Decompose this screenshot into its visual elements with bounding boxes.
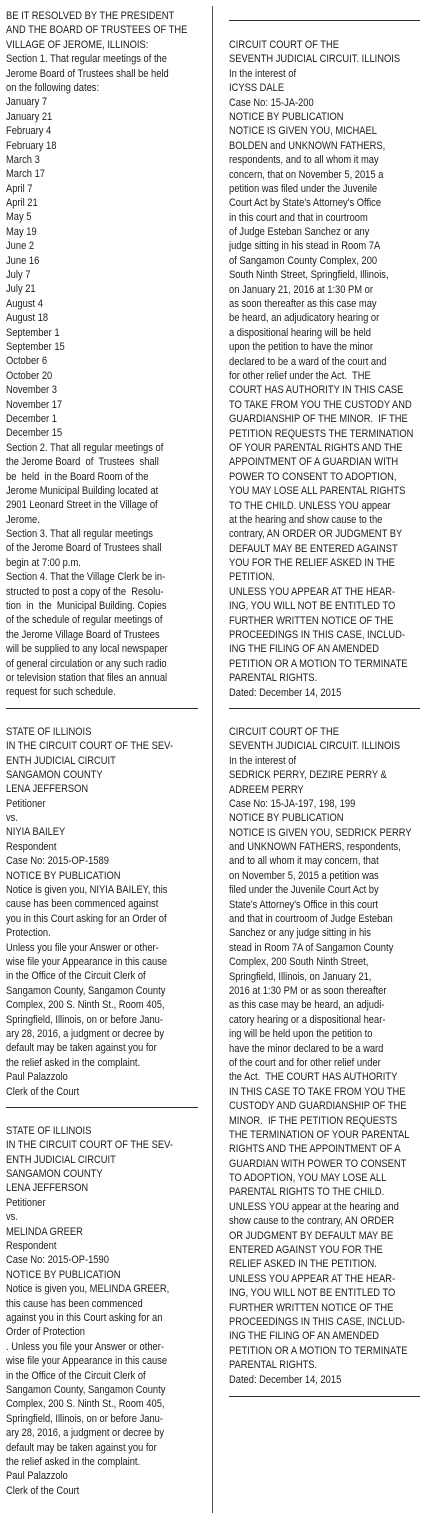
notice-line: May 19 — [6, 225, 37, 238]
notice-line: Sangamon County, Sangamon County — [6, 1383, 166, 1396]
notice-line: UNLESS YOU APPEAR AT THE HEAR- — [229, 1272, 396, 1285]
notice-line: THE TERMINATION OF YOUR PARENTAL — [229, 1128, 410, 1141]
notice-line: IN THE CIRCUIT COURT OF THE SEV- — [6, 740, 173, 753]
notice-line: STATE OF ILLINOIS — [6, 725, 92, 738]
notice-line: as soon thereafter as this case may — [229, 298, 377, 311]
notice-line: default may be taken against you for — [6, 1042, 157, 1055]
notice-line: CIRCUIT COURT OF THE — [229, 39, 339, 51]
notice-line: and to all whom it may concern, that — [229, 855, 379, 868]
notice-line: be held in the Board Room of the — [6, 470, 149, 483]
notice-line: the Jerome Village Board of Trustees — [6, 628, 160, 641]
notice-line: wise file your Appearance in this cause — [6, 956, 168, 968]
notice-line: be heard, an adjudicatory hearing or — [229, 312, 380, 325]
notice-line: of the schedule of regular meetings of — [6, 614, 163, 627]
notice-line: TO TAKE FROM YOU THE CUSTODY AND — [229, 398, 412, 411]
notice-line: NOTICE BY PUBLICATION — [6, 1268, 121, 1281]
notice-line: in the Office of the Circuit Clerk of — [6, 970, 146, 983]
notice-line: July 7 — [6, 269, 31, 282]
notice-line: ary 28, 2016, a judgment or decree by — [6, 1027, 165, 1040]
notice-line: Section 3. That all regular meetings — [6, 528, 153, 541]
notice-line: at the hearing and show cause to the — [229, 513, 383, 526]
notice-line: and that in courtroom of Judge Esteban — [229, 913, 393, 926]
notice-line: Unless you file your Answer or other- — [6, 941, 159, 954]
notice-line: Jerome Board of Trustees shall be held — [6, 67, 169, 80]
notice-line: IN THIS CASE TO TAKE FROM YOU THE — [229, 1085, 406, 1098]
notice-line: ary 28, 2016, a judgment or decree by — [6, 1427, 165, 1440]
juvenile-court-notice-perry — [229, 725, 420, 1387]
notice-line: begin at 7:00 p.m. — [6, 556, 81, 569]
notice-line: you in this Court asking for an Order of — [6, 912, 167, 925]
notice-line: 2016 at 1:30 PM or as soon thereafter — [229, 985, 387, 997]
notice-line: default may be taken against you for — [6, 1441, 157, 1454]
notice-line: August 18 — [6, 312, 49, 325]
notice-line: February 18 — [6, 139, 57, 152]
notice-line: the Act. THE COURT HAS AUTHORITY — [229, 1071, 398, 1084]
notice-line: October 6 — [6, 355, 48, 368]
notice-line: the relief asked in the complaint. — [6, 1056, 141, 1069]
notice-divider-rule — [6, 708, 198, 709]
notice-line: Paul Palazzolo — [6, 1071, 68, 1084]
notice-divider-rule — [229, 708, 420, 709]
notice-line: VILLAGE OF JEROME, ILLINOIS: — [6, 38, 149, 51]
notice-line: Springfield, Illinois, on or before Janu- — [6, 1412, 163, 1425]
notice-line: GUARDIANSHIP OF THE MINOR. IF THE — [229, 413, 408, 426]
notice-line: show cause to the contrary, AN ORDER — [229, 1215, 395, 1228]
notice-line: in the Office of the Circuit Clerk of — [6, 1369, 146, 1382]
notice-line: for other relief under the Act. THE — [229, 369, 371, 382]
notice-line: and UNKNOWN FATHERS, respondents, — [229, 841, 401, 854]
notice-line: the Jerome Board of Trustees shall — [6, 456, 159, 469]
notice-line: Respondent — [6, 1240, 57, 1253]
notice-line: SEVENTH JUDICIAL CIRCUIT. ILLINOIS — [229, 740, 401, 753]
notice-line: November 17 — [6, 398, 63, 411]
notice-line: Clerk of the Court — [6, 1484, 80, 1497]
notice-line: of the Jerome Board of Trustees shall — [6, 542, 162, 555]
notice-line: vs. — [6, 1211, 18, 1224]
notice-line: FURTHER WRITTEN NOTICE OF THE — [229, 614, 394, 627]
notice-line: PETITION REQUESTS THE TERMINATION — [229, 427, 414, 440]
notice-line: GUARDIAN WITH POWER TO CONSENT — [229, 1157, 407, 1170]
notice-line: upon the petition to have the minor — [229, 341, 373, 354]
notice-line: February 4 — [6, 125, 52, 138]
notice-line: NOTICE BY PUBLICATION — [229, 110, 344, 123]
notice-line: Clerk of the Court — [6, 1085, 80, 1098]
notice-line: Paul Palazzolo — [6, 1470, 68, 1483]
column-separator-rule — [212, 6, 213, 1513]
notice-line: In the interest of — [229, 754, 297, 767]
notice-line: Sanchez or any judge sitting in his — [229, 927, 371, 940]
notice-line: SEVENTH JUDICIAL CIRCUIT. ILLINOIS — [229, 53, 401, 66]
notice-line: RELIEF ASKED IN THE PETITION. — [229, 1258, 377, 1271]
notice-line: CUSTODY AND GUARDIANSHIP OF THE — [229, 1100, 407, 1113]
notice-line: ENTH JUDICIAL CIRCUIT — [6, 754, 116, 767]
notice-line: STATE OF ILLINOIS — [6, 1124, 92, 1137]
notice-line: April 7 — [6, 182, 33, 195]
notice-line: petition was filed under the Juvenile — [229, 182, 378, 195]
notice-line: have the minor declared to be a ward — [229, 1042, 384, 1055]
notice-line: wise file your Appearance in this cause — [6, 1355, 168, 1368]
notice-line: this cause has been commenced — [6, 1297, 143, 1310]
notice-line: the relief asked in the complaint. — [6, 1455, 141, 1468]
notice-line: FURTHER WRITTEN NOTICE OF THE — [229, 1301, 394, 1314]
notice-line: May 5 — [6, 211, 32, 224]
notice-line: ING THE FILING OF AN AMENDED — [229, 643, 379, 656]
notice-line: ING THE FILING OF AN AMENDED — [229, 1330, 379, 1343]
notice-line: ING, YOU WILL NOT BE ENTITLED TO — [229, 600, 396, 613]
notice-line: APPOINTMENT OF A GUARDIAN WITH — [229, 456, 399, 469]
notice-line: March 17 — [6, 168, 45, 181]
notice-line: October 20 — [6, 369, 53, 382]
notice-line: MINOR. IF THE PETITION REQUESTS — [229, 1114, 398, 1127]
notice-line: TO THE CHILD. UNLESS YOU appear — [229, 499, 391, 512]
notice-line: of the court and for other relief under — [229, 1056, 381, 1069]
notice-line: Case No: 2015-OP-1589 — [6, 855, 109, 868]
notice-line: on November 5, 2015 a petition was — [229, 869, 379, 882]
notice-line: in this court and that in courtroom — [229, 211, 368, 224]
order-of-protection-notice-bailey — [6, 725, 198, 1099]
notice-line: as this case may be heard, an adjudi- — [229, 999, 385, 1012]
right-column-text — [229, 38, 420, 1397]
notice-line: ING, YOU WILL NOT BE ENTITLED TO — [229, 1287, 396, 1300]
notice-line: OF YOUR PARENTAL RIGHTS AND THE — [229, 441, 403, 454]
right-column — [229, 20, 420, 1513]
notice-divider-rule — [229, 1396, 420, 1397]
notice-line: judge sitting in his stead in Room 7A — [229, 240, 381, 253]
notice-line: concern, that on November 5, 2015 a — [229, 168, 384, 181]
notice-line: April 21 — [6, 197, 38, 210]
notice-line: PETITION OR A MOTION TO TERMINATE — [229, 1344, 408, 1357]
order-of-protection-notice-greer — [6, 1124, 198, 1498]
notice-line: Dated: December 14, 2015 — [229, 1373, 342, 1386]
notice-line: SANGAMON COUNTY — [6, 768, 103, 781]
notice-line: November 3 — [6, 384, 57, 397]
notice-line: Section 4. That the Village Clerk be in- — [6, 571, 166, 584]
notice-line: September 1 — [6, 326, 60, 339]
notice-line: NIYIA BAILEY — [6, 826, 66, 839]
notice-line: 2901 Leonard Street in the Village of — [6, 499, 158, 512]
notice-line: Jerome Municipal Building located at — [6, 484, 159, 497]
notice-line: June 16 — [6, 254, 40, 267]
notice-divider-rule — [6, 1107, 198, 1108]
notice-line: Jerome. — [6, 513, 40, 526]
notice-line: LENA JEFFERSON — [6, 1182, 89, 1195]
notice-line: on the following dates: — [6, 81, 100, 94]
notice-line: a dispositional hearing will be held — [229, 326, 371, 339]
notice-line: MELINDA GREER — [6, 1225, 83, 1238]
notice-line: PROCEEDINGS IN THIS CASE, INCLUD- — [229, 1315, 405, 1328]
notice-line: structed to post a copy of the Resolu- — [6, 585, 164, 598]
notice-line: PETITION. — [229, 571, 275, 584]
notice-line: BOLDEN and UNKNOWN FATHERS, — [229, 139, 386, 152]
juvenile-court-notice-dale — [229, 38, 420, 700]
notice-line: Notice is given you, MELINDA GREER, — [6, 1283, 170, 1296]
notice-line: AND THE BOARD OF TRUSTEES OF THE — [6, 24, 188, 37]
notice-line: September 15 — [6, 340, 65, 353]
notice-line: PROCEEDINGS IN THIS CASE, INCLUD- — [229, 629, 405, 642]
notice-line: respondents, and to all whom it may — [229, 154, 379, 167]
notice-line: PARENTAL RIGHTS. — [229, 1359, 318, 1372]
left-column-text — [6, 9, 198, 1498]
notice-line: filed under the Juvenile Court Act by — [229, 884, 379, 897]
notice-line: SANGAMON COUNTY — [6, 1168, 103, 1181]
notice-line: Complex, 200 S. Ninth St., Room 405, — [6, 1398, 165, 1411]
village-board-meeting-resolution — [6, 9, 198, 700]
notice-line: declared to be a ward of the court and — [229, 355, 387, 368]
notice-line: March 3 — [6, 153, 40, 166]
notice-line: Complex, 200 South Ninth Street, — [229, 956, 369, 969]
notice-line: ing will be held upon the petition to — [229, 1028, 373, 1041]
notice-line: LENA JEFFERSON — [6, 783, 89, 796]
notice-line: contrary, AN ORDER OR JUDGMENT BY — [229, 528, 403, 541]
notice-line: COURT HAS AUTHORITY IN THIS CASE — [229, 384, 404, 397]
notice-line: . Unless you file your Answer or other- — [6, 1340, 164, 1353]
notice-line: July 21 — [6, 283, 36, 296]
notice-line: Petitioner — [6, 797, 46, 810]
notice-line: CIRCUIT COURT OF THE — [229, 725, 339, 738]
notice-line: August 4 — [6, 297, 43, 310]
notice-line: of Judge Esteban Sanchez or any — [229, 226, 370, 239]
notice-line: UNLESS YOU APPEAR AT THE HEAR- — [229, 585, 396, 598]
notice-line: ENTERED AGAINST YOU FOR THE — [229, 1244, 383, 1257]
notice-line: Case No: 15-JA-200 — [229, 96, 314, 109]
notice-line: IN THE CIRCUIT COURT OF THE SEV- — [6, 1139, 173, 1152]
notice-line: of Sangamon County Complex, 200 — [229, 254, 378, 267]
notice-line: DEFAULT MAY BE ENTERED AGAINST — [229, 542, 398, 555]
notice-line: PARENTAL RIGHTS TO THE CHILD. — [229, 1186, 385, 1199]
notice-line: NOTICE IS GIVEN YOU, SEDRICK PERRY — [229, 826, 412, 839]
notice-line: State's Attorney's Office in this court — [229, 898, 378, 911]
notice-line: BE IT RESOLVED BY THE PRESIDENT — [6, 10, 175, 22]
notice-line: on January 21, 2016 at 1:30 PM or — [229, 283, 373, 296]
notice-line: Petitioner — [6, 1196, 46, 1209]
notice-line: NOTICE BY PUBLICATION — [229, 812, 344, 825]
notice-line: OR JUDGMENT BY DEFAULT MAY BE — [229, 1229, 394, 1242]
notice-line: will be supplied to any local newspaper — [6, 643, 168, 656]
notice-line: January 21 — [6, 110, 53, 123]
notice-line: ENTH JUDICIAL CIRCUIT — [6, 1153, 116, 1166]
notice-line: Springfield, Illinois, on January 21, — [229, 970, 372, 983]
notice-line: UNLESS YOU appear at the hearing and — [229, 1200, 399, 1213]
notice-line: Protection. — [6, 927, 51, 940]
notice-line: NOTICE BY PUBLICATION — [6, 869, 121, 882]
notice-line: PETITION OR A MOTION TO TERMINATE — [229, 657, 408, 670]
notice-line: In the interest of — [229, 67, 297, 80]
notice-line: POWER TO CONSENT TO ADOPTION, — [229, 470, 397, 483]
notice-line: catory hearing or a dispositional hear- — [229, 1013, 386, 1026]
notice-line: SEDRICK PERRY, DEZIRE PERRY & — [229, 769, 387, 782]
notice-line: or television station that files an annual — [6, 671, 168, 684]
notice-line: Case No: 2015-OP-1590 — [6, 1254, 109, 1267]
notice-line: Case No: 15-JA-197, 198, 199 — [229, 797, 356, 810]
notice-line: of general circulation or any such radio — [6, 657, 167, 670]
notice-line: YOU FOR THE RELIEF ASKED IN THE — [229, 557, 395, 570]
notice-line: cause has been commenced against — [6, 898, 159, 911]
notice-line: Order of Protection — [6, 1326, 85, 1339]
notice-line: YOU MAY LOSE ALL PARENTAL RIGHTS — [229, 485, 406, 498]
notice-line: Respondent — [6, 840, 57, 853]
notice-line: vs. — [6, 812, 18, 825]
notice-line: request for such schedule. — [6, 686, 116, 699]
notice-line: RIGHTS AND THE APPOINTMENT OF A — [229, 1143, 401, 1156]
notice-line: Dated: December 14, 2015 — [229, 686, 342, 699]
notice-line: January 7 — [6, 96, 48, 109]
notice-line: Section 1. That regular meetings of the — [6, 53, 167, 66]
notice-line: June 2 — [6, 240, 35, 253]
notice-line: against you in this Court asking for an — [6, 1311, 163, 1324]
notice-line: stead in Room 7A of Sangamon County — [229, 941, 394, 954]
notice-line: South Ninth Street, Springfield, Illinois, — [229, 269, 389, 282]
notice-line: Notice is given you, NIYIA BAILEY, this — [6, 884, 168, 897]
notice-line: Complex, 200 S. Ninth St., Room 405, — [6, 999, 165, 1012]
notice-line: Section 2. That all regular meetings of — [6, 441, 164, 454]
notice-line: December 15 — [6, 427, 63, 440]
left-column — [6, 9, 198, 1513]
notice-line: ADREEM PERRY — [229, 783, 304, 796]
notice-line: ICYSS DALE — [229, 82, 285, 95]
notice-line: Springfield, Illinois, on or before Janu- — [6, 1013, 163, 1026]
notice-line: Court Act by State's Attorney's Office — [229, 197, 382, 210]
notice-line: TO ADOPTION, YOU MAY LOSE ALL — [229, 1172, 387, 1185]
notice-line: December 1 — [6, 412, 57, 425]
notice-line: Sangamon County, Sangamon County — [6, 984, 166, 997]
notice-line: PARENTAL RIGHTS. — [229, 672, 318, 685]
notice-line: NOTICE IS GIVEN YOU, MICHAEL — [229, 125, 377, 138]
notice-line: tion in the Municipal Building. Copies — [6, 600, 167, 613]
